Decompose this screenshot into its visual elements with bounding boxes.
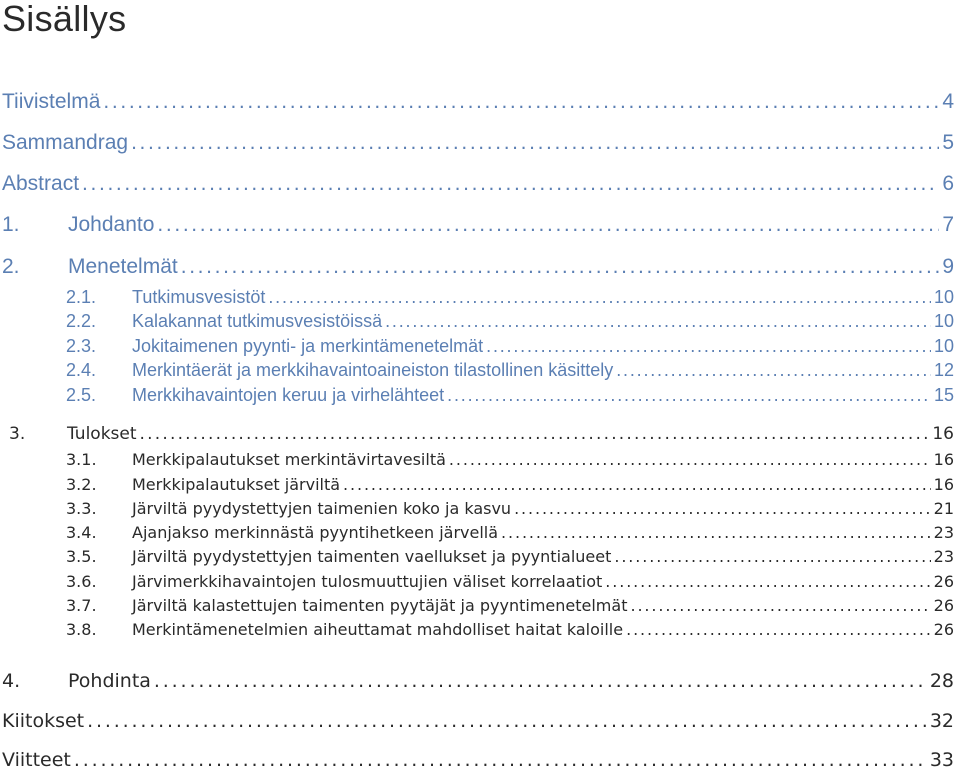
toc-entry-menetelmat[interactable] (2, 255, 954, 279)
toc-entry-viitteet[interactable] (2, 749, 954, 771)
toc-entry-kiitokset[interactable] (2, 710, 954, 732)
dot-leader (157, 213, 939, 237)
toc-entry-label: Menetelmät (68, 255, 178, 278)
toc-page-number: 16 (932, 424, 954, 444)
toc-entry-abstract[interactable] (2, 172, 954, 196)
dot-leader (514, 499, 931, 518)
toc-page-number: 12 (933, 360, 954, 380)
toc-entry-3-3[interactable] (66, 499, 954, 518)
toc-entry-label: Kiitokset (2, 710, 85, 732)
toc-entry-label: Merkintäerät ja merkkihavaintoaineiston tilastollinen käsittely (132, 360, 614, 380)
toc-entry-2-1[interactable] (66, 287, 954, 308)
dot-leader (605, 572, 930, 591)
dot-leader (268, 287, 931, 308)
dot-leader (74, 749, 927, 771)
toc-page-number: 6 (942, 172, 954, 195)
toc-entry-pohdinta[interactable] (2, 670, 954, 692)
toc-entry-label: Tutkimusvesistöt (132, 287, 266, 307)
toc-section-number: 3.1. (66, 450, 97, 469)
toc-entry-label: Merkkipalautukset järviltä (132, 475, 341, 494)
dot-leader (486, 336, 931, 357)
dot-leader (140, 424, 930, 444)
toc-section-number: 3.5. (66, 547, 97, 566)
toc-entry-label: Jokitaimenen pyynti- ja merkintämenetelmät (132, 336, 484, 356)
toc-entry-tiivistelma[interactable] (2, 90, 954, 114)
dot-leader (131, 131, 939, 155)
dot-leader (82, 172, 939, 196)
toc-entry-label: Tulokset (67, 424, 137, 444)
toc-page-number: 23 (933, 523, 954, 542)
toc-page-number: 15 (933, 385, 954, 405)
toc-section-number: 3.8. (66, 620, 97, 639)
toc-page-number: 10 (933, 287, 954, 307)
toc-entry-label: Järviltä pyydystettyjen taimenten vaellukset ja pyyntialueet (132, 547, 612, 566)
toc-page-number: 5 (942, 131, 954, 154)
page-title: Sisällys (2, 0, 127, 39)
toc-section-number: 3.3. (66, 499, 97, 518)
toc-section-number: 2.1. (66, 287, 97, 307)
toc-entry-2-5[interactable] (66, 385, 954, 406)
toc-page-number: 33 (929, 749, 954, 771)
dot-leader (181, 255, 940, 279)
dot-leader (87, 710, 927, 732)
toc-entry-label: Järviltä pyydystettyjen taimenien koko ja kasvu (132, 499, 512, 518)
toc-page-number: 21 (933, 499, 954, 518)
toc-entry-3-1[interactable] (66, 450, 954, 469)
toc-entry-label: Johdanto (68, 213, 155, 236)
toc-page-number: 26 (933, 620, 954, 639)
toc-section-number: 3.6. (66, 572, 97, 591)
dot-leader (343, 475, 931, 494)
toc-page-number: 28 (929, 670, 954, 692)
toc-page-number: 10 (933, 336, 954, 356)
toc-entry-label: Järviltä kalastettujen taimenten pyytäjät ja pyyntimenetelmät (132, 596, 628, 615)
toc-page-number: 16 (933, 450, 954, 469)
toc-section-number: 2.3. (66, 336, 97, 356)
dot-leader (501, 523, 931, 542)
toc-page-number: 10 (933, 311, 954, 331)
toc-entry-3-8[interactable] (66, 620, 954, 639)
toc-section-number: 3.2. (66, 475, 97, 494)
toc-entry-2-4[interactable] (66, 360, 954, 381)
dot-leader (630, 596, 930, 615)
toc-entry-2-2[interactable] (66, 311, 954, 332)
toc-entry-3-6[interactable] (66, 572, 954, 591)
dot-leader (614, 547, 930, 566)
toc-entry-label: Pohdinta (68, 670, 151, 692)
dot-leader (449, 450, 931, 469)
toc-entry-3-4[interactable] (66, 523, 954, 542)
toc-section-number: 1. (2, 213, 20, 236)
dot-leader (385, 311, 931, 332)
dot-leader (626, 620, 931, 639)
toc-entry-label: Kalakannat tutkimusvesistöissä (132, 311, 383, 331)
toc-page-number: 23 (933, 547, 954, 566)
toc-entry-johdanto[interactable] (2, 213, 954, 237)
toc-entry-label: Merkintämenetelmien aiheuttamat mahdolliset haitat kaloille (132, 620, 624, 639)
toc-page-number: 16 (933, 475, 954, 494)
toc-page-number: 26 (933, 596, 954, 615)
toc-page-number: 32 (929, 710, 954, 732)
toc-page-number: 7 (942, 213, 954, 236)
toc-section-number: 2.5. (66, 385, 97, 405)
dot-leader (616, 360, 931, 381)
toc-entry-3-2[interactable] (66, 475, 954, 494)
toc-entry-label: Merkkipalautukset merkintävirtavesiltä (132, 450, 446, 469)
toc-page-number: 9 (942, 255, 954, 278)
toc-entry-tulokset[interactable] (9, 424, 954, 444)
toc-entry-label: Sammandrag (2, 131, 129, 154)
toc-entry-3-7[interactable] (66, 596, 954, 615)
toc-entry-label: Järvimerkkihavaintojen tulosmuuttujien väliset korrelaatiot (132, 572, 603, 591)
toc-entry-label: Tiivistelmä (2, 90, 101, 113)
toc-page-number: 26 (933, 572, 954, 591)
toc-entry-label: Viitteet (2, 749, 71, 771)
toc-section-number: 2. (2, 255, 20, 278)
toc-entry-label: Merkkihavaintojen keruu ja virhelähteet (132, 385, 445, 405)
toc-page-number: 4 (942, 90, 954, 113)
toc-section-number: 2.2. (66, 311, 97, 331)
toc-section-number: 3.4. (66, 523, 97, 542)
toc-section-number: 2.4. (66, 360, 97, 380)
toc-entry-2-3[interactable] (66, 336, 954, 357)
toc-entry-label: Ajanjakso merkinnästä pyyntihetkeen järvellä (132, 523, 499, 542)
toc-entry-label: Abstract (2, 172, 80, 195)
toc-section-number: 3.7. (66, 596, 97, 615)
toc-entry-sammandrag[interactable] (2, 131, 954, 155)
toc-entry-3-5[interactable] (66, 547, 954, 566)
dot-leader (103, 90, 939, 114)
dot-leader (154, 670, 927, 692)
toc-section-number: 3. (9, 424, 26, 444)
dot-leader (447, 385, 931, 406)
toc-section-number: 4. (2, 670, 21, 692)
